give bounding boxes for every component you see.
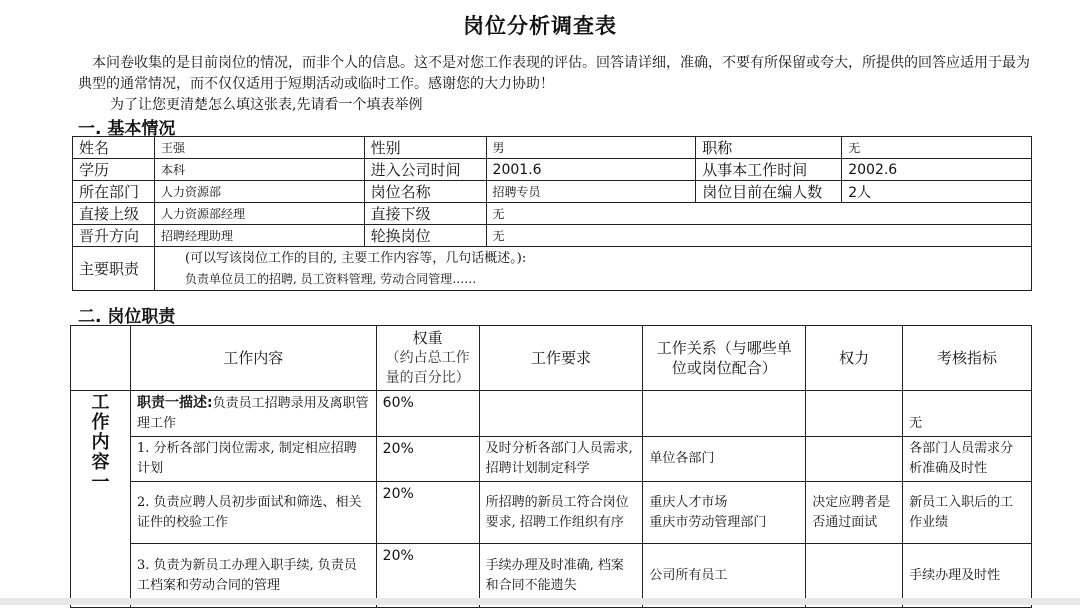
value-work-start[interactable]: 2002.6 <box>842 159 1032 181</box>
weight-cell[interactable]: 60% <box>376 391 479 437</box>
header-authority: 权力 <box>806 326 903 391</box>
table-row <box>73 181 1032 203</box>
relation-cell[interactable]: 公司所有员工 <box>643 544 806 608</box>
requirement-cell[interactable]: 手续办理及时准确, 档案和合同不能遗失 <box>479 544 643 608</box>
label-promotion: 晋升方向 <box>73 225 155 247</box>
value-position[interactable]: 招聘专员 <box>486 181 696 203</box>
basic-info-table <box>72 136 1032 291</box>
value-join-date[interactable]: 2001.6 <box>486 159 696 181</box>
duty-summary-cell[interactable] <box>130 391 376 437</box>
value-subordinate[interactable]: 无 <box>486 203 1031 225</box>
label-position: 岗位名称 <box>364 181 486 203</box>
relation-cell[interactable] <box>643 482 806 544</box>
content-cell[interactable]: 3. 负责为新员工办理入职手续, 负责员工档案和劳动合同的管理 <box>130 544 376 608</box>
content-cell[interactable]: 1. 分析各部门岗位需求, 制定相应招聘计划 <box>130 437 376 482</box>
requirement-cell[interactable]: 及时分析各部门人员需求, 招聘计划制定科学 <box>479 437 643 482</box>
table-row <box>71 482 1032 544</box>
label-supervisor: 直接上级 <box>73 203 155 225</box>
section-basic-heading: 一. 基本情况 <box>78 119 176 139</box>
header-requirement: 工作要求 <box>479 326 643 391</box>
authority-cell[interactable]: 决定应聘者是否通过面试 <box>806 482 903 544</box>
table-row <box>73 137 1032 159</box>
table-row <box>71 391 1032 437</box>
side-label-text: 工作内容一 <box>91 392 110 493</box>
header-relation: 工作关系（与哪些单位或岗位配合） <box>643 326 806 391</box>
header-weight <box>376 326 479 391</box>
weight-cell[interactable]: 20% <box>376 544 479 608</box>
table-row <box>71 437 1032 482</box>
label-headcount: 岗位目前在编人数 <box>696 181 842 203</box>
kpi-cell[interactable]: 无 <box>903 391 1032 437</box>
value-headcount[interactable]: 2人 <box>842 181 1032 203</box>
weight-cell[interactable]: 20% <box>376 482 479 544</box>
table-header-row <box>71 326 1032 391</box>
duties-table <box>70 325 1032 608</box>
duty-summary-text: 负责员工招聘录用及离职管理工作 <box>136 396 369 431</box>
header-kpi: 考核指标 <box>903 326 1032 391</box>
relation-cell[interactable] <box>643 391 806 437</box>
value-title[interactable]: 无 <box>842 137 1032 159</box>
label-rotation: 轮换岗位 <box>364 225 486 247</box>
label-title: 职称 <box>696 137 842 159</box>
label-name: 姓名 <box>73 137 155 159</box>
status-bar <box>0 598 1080 605</box>
header-content: 工作内容 <box>130 326 376 391</box>
kpi-cell[interactable]: 新员工入职后的工作业绩 <box>903 482 1032 544</box>
header-blank <box>71 326 131 391</box>
kpi-cell[interactable]: 手续办理及时性 <box>903 544 1032 608</box>
table-row <box>73 159 1032 181</box>
value-supervisor[interactable]: 人力资源部经理 <box>154 203 364 225</box>
weight-cell[interactable]: 20% <box>376 437 479 482</box>
relation-line-2: 重庆市劳动管理部门 <box>649 514 767 530</box>
value-education[interactable]: 本科 <box>154 159 364 181</box>
section-duties-heading: 二. 岗位职责 <box>78 307 176 327</box>
value-department[interactable]: 人力资源部 <box>154 181 364 203</box>
label-subordinate: 直接下级 <box>364 203 486 225</box>
label-department: 所在部门 <box>73 181 155 203</box>
header-weight-title: 权重 <box>412 329 443 347</box>
relation-line-1: 重庆人才市场 <box>649 494 728 510</box>
table-row <box>73 203 1032 225</box>
label-work-start: 从事本工作时间 <box>696 159 842 181</box>
intro-example-note: 为了让您更清楚怎么填这张表,先请看一个填表举例 <box>110 97 423 113</box>
side-label-work-content <box>71 391 131 608</box>
value-name[interactable]: 王强 <box>154 137 364 159</box>
page-title: 岗位分析调查表 <box>463 14 617 38</box>
relation-cell[interactable]: 单位各部门 <box>643 437 806 482</box>
header-weight-note: （约占总工作量的百分比） <box>385 350 470 386</box>
intro-paragraph: 本问卷收集的是目前岗位的情况，而非个人的信息。这不是对您工作表现的评估。回答请详细，准确，不要有所保留或夸大，所提供的回答应适用于最为典型的通常情况，而不仅仅适用于短期活动或临时工作。感谢您的大力协助！ <box>78 55 1030 92</box>
value-main-duty[interactable] <box>154 247 1031 291</box>
table-row <box>73 247 1032 291</box>
label-main-duty: 主要职责 <box>73 247 155 291</box>
label-education: 学历 <box>73 159 155 181</box>
value-promotion[interactable]: 招聘经理助理 <box>154 225 364 247</box>
table-row <box>73 225 1032 247</box>
content-cell[interactable]: 2. 负责应聘人员初步面试和筛选、相关证件的校验工作 <box>130 482 376 544</box>
requirement-cell[interactable] <box>479 391 643 437</box>
requirement-cell[interactable]: 所招聘的新员工符合岗位要求, 招聘工作组织有序 <box>479 482 643 544</box>
label-join-date: 进入公司时间 <box>364 159 486 181</box>
authority-cell[interactable] <box>806 437 903 482</box>
main-duty-hint: (可以写该岗位工作的目的, 主要工作内容等，几句话概述。): <box>184 250 527 266</box>
kpi-cell[interactable]: 各部门人员需求分析准确及时性 <box>903 437 1032 482</box>
duty-summary-label: 职责一描述: <box>136 395 213 411</box>
value-gender[interactable]: 男 <box>486 137 696 159</box>
label-gender: 性别 <box>364 137 486 159</box>
value-rotation[interactable]: 无 <box>486 225 1031 247</box>
authority-cell[interactable] <box>806 391 903 437</box>
main-duty-text: 负责单位员工的招聘, 员工资料管理, 劳动合同管理…… <box>184 271 477 286</box>
